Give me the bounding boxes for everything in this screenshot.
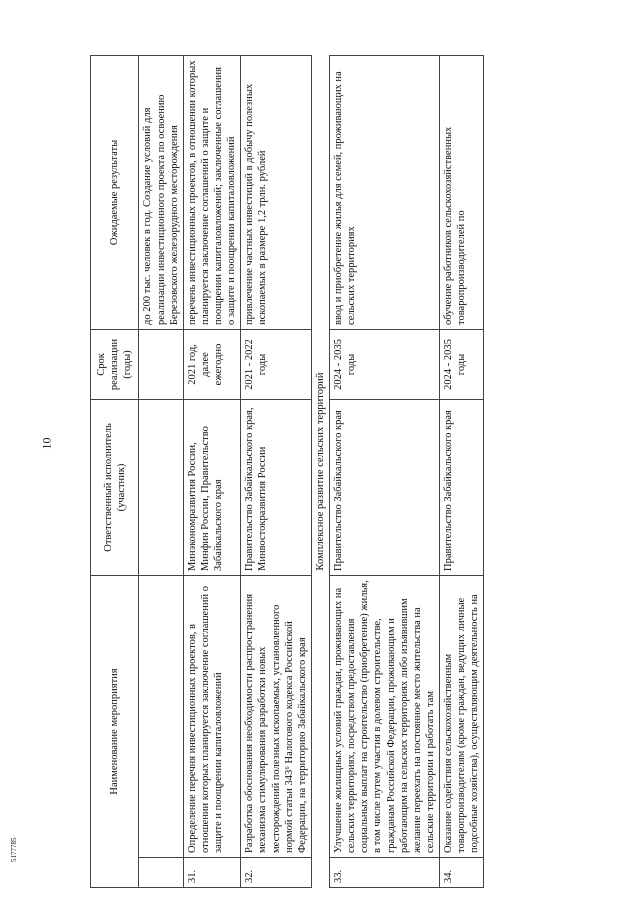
measures-table — [90, 55, 484, 888]
term-cell: 2021 год, далее ежегодно — [183, 329, 241, 399]
header-executor: Ответственный исполнитель (участник) — [91, 399, 139, 575]
table-row — [330, 55, 440, 887]
results-cell: ввод и приобретение жилья для семей, проживающих на сельских территориях — [330, 55, 440, 329]
results-cell: обучение работников сельскохозяйственных товаропроизводителей по — [440, 55, 484, 329]
results-cell: до 200 тыс. человек в год. Создание условий для реализации инвестиционного проекта по освоению Березовского железорудного месторождения — [139, 55, 183, 329]
term-cell: 2024 - 2035 годы — [440, 329, 484, 399]
measure-name-cell: Оказание содействия сельскохозяйственным товаропроизводителям (кроме граждан, ведущих личные подсобные хозяйства), осуществляющим деятельность на — [440, 575, 484, 857]
measure-name-cell: Определение перечня инвестиционных проектов, в отношении которых планируется заключение соглашений о защите и поощрении капиталовложений — [183, 575, 241, 857]
row-number: 31. — [183, 858, 241, 888]
table-row — [440, 55, 484, 887]
row-number: 32. — [241, 858, 312, 888]
table-row — [183, 55, 241, 887]
header-results: Ожидаемые результаты — [91, 55, 139, 329]
section-row — [311, 55, 329, 887]
results-cell: привлечение частных инвестиций в добычу полезных ископаемых в размере 1,2 трлн. рублей — [241, 55, 312, 329]
measure-name-cell: Разработка обоснования необходимости распространения механизма стимулирования разработки новых месторождений полезных ископаемых, установленного нормой статьи 343⁶ Налогового кодекса Российской Федерации, на территорию Забайкальского края — [241, 575, 312, 857]
executor-cell: Минэкономразвития России, Минфин России, Правительство Забайкальского края — [183, 399, 241, 575]
table-row-continued — [139, 55, 183, 887]
page-number: 10 — [39, 437, 54, 450]
row-number: 34. — [440, 858, 484, 888]
term-cell: 2021 - 2022 годы — [241, 329, 312, 399]
section-title: Комплексное развитие сельских территорий — [311, 55, 329, 887]
measure-name-cell: Улучшение жилищных условий граждан, проживающих на сельских территориях, посредством предоставления социальных выплат на строительство (приобретение) жилья, в том числе путем участия в долевом строительстве, гражданам Российской Федерации, проживающим и работающим на сельских территориях либо изъявившим желание переехать на постоянное место жительства на сельские территории и работать там — [330, 575, 440, 857]
table-header-row — [91, 55, 139, 887]
document-code: 5177785 — [10, 837, 18, 862]
term-cell: 2024 - 2035 годы — [330, 329, 440, 399]
executor-cell: Правительство Забайкальского края — [440, 399, 484, 575]
row-number: 33. — [330, 858, 440, 888]
executor-cell: Правительство Забайкальского края — [330, 399, 440, 575]
header-name: Наименование мероприятия — [91, 575, 139, 887]
header-term: Срок реализации (годы) — [91, 329, 139, 399]
rotated-table-sheet — [90, 48, 640, 888]
table-row — [241, 55, 312, 887]
executor-cell: Правительство Забайкальского края, Минвостокразвития России — [241, 399, 312, 575]
results-cell: перечень инвестиционных проектов, в отношении которых планируется заключение соглашений о защите и поощрении капиталовложений; заключенные соглашения о защите и поощрении капиталовложений — [183, 55, 241, 329]
